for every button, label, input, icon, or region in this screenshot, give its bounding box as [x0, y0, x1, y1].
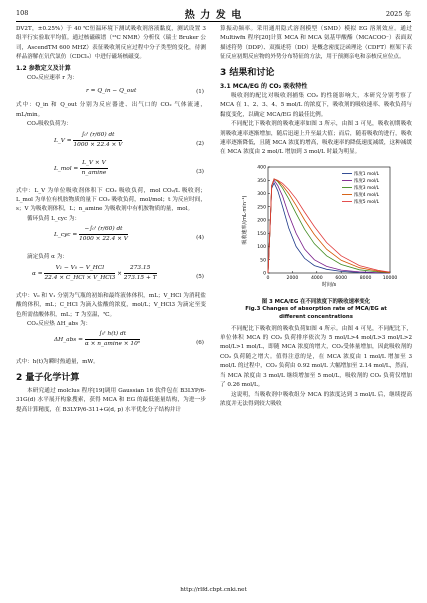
caption-cn: 图 3 MCA/EG 在不同浓度下的吸收速率变化: [261, 298, 371, 305]
right-column: [220, 25, 412, 409]
y-tick-label: 150: [257, 231, 266, 237]
equation-lhs: α =: [32, 270, 43, 277]
section-heading: 2 量子化学计算: [16, 372, 80, 383]
caption-en: different concentrations: [279, 314, 353, 321]
y-tick-label: 200: [257, 218, 266, 224]
x-tick-label: 0: [266, 275, 270, 281]
y-tick-label: 100: [257, 244, 266, 250]
legend-label: 浓度1 mol/L: [354, 171, 380, 177]
subsection-heading: 3.1 MCA/EG 的 CO₂ 吸收特性: [220, 82, 308, 90]
equation-number: (4): [196, 235, 204, 242]
paragraph: 式中：h(t)为瞬时热通量，mW。: [16, 359, 99, 366]
paragraph: CO₂反应热 ΔH_abs 为：: [27, 320, 92, 327]
denominator: 1000 × 22.4 × V: [79, 236, 128, 243]
equation-lhs: L_V =: [54, 137, 72, 144]
numerator: V₁ − V₀ − V_HCl: [44, 264, 115, 274]
paragraph: 式中：V₀ 和 V₁ 分别为气瓶的初始和最终液体体积，mL；V_HCl 为消耗盐酸的体积，mL；C_HCl 为滴入盐酸的浓度，mol/L；V_HCl3 为滴定至变色所需盐酸体积，mL；T 为室温，℃。: [16, 292, 206, 318]
legend-label: 浓度5 mol/L: [354, 199, 380, 205]
y-tick-label: 50: [260, 258, 266, 264]
x-tick-label: 4000: [310, 275, 323, 281]
caption-en: Fig.3 Changes of absorption rate of MCA/EG at: [245, 306, 387, 313]
equation-lhs: ΔH_abs =: [54, 337, 83, 344]
equation-lhs: L_mol =: [54, 165, 79, 172]
paragraph: 不同配比下吸收剂的吸收负荷如图 4 所示。由图 4 可见，不同配比下，单位体积 MCA 的 CO₂ 负荷排序依次为 5 mol/L>4 mol/L>3 mol/L>2 mol/L>1 mol/L，即随 MCA 浓度的增大，CO₂受体量增加，因此吸收剂的 CO₂ 负荷随之增大。值得注意的是，在 MCA 浓度由 1 mol/L 增加至 3 mol/L 的过程中，CO₂ 负荷由 0.92 mol/L 大幅增加至 2.14 mol/L，然而，当 MCA 浓度由 3 mol/L 继续增加至 5 mol/L，吸收剂的 CO₂ 负荷仅增加了 0.26 mol/L。: [220, 325, 412, 389]
equation-5: [16, 264, 206, 291]
fraction: [44, 264, 115, 283]
legend-label: 浓度3 mol/L: [354, 185, 380, 191]
issue-year: 2025 年: [385, 10, 411, 18]
y-tick-label: 250: [257, 205, 266, 211]
left-column: [16, 25, 206, 415]
equation-number: (5): [196, 273, 204, 280]
equation-2: [16, 131, 206, 158]
paragraph: 吸收剂的配比对吸收剂捕集 CO₂ 的性能影响大，本研究分别考察了 MCA 在 1、2、3、4、5 mol/L 的浓度下，吸收剂的吸收速率、吸收负荷与黏度变化，以确定 MCA/EG 的最佳比例。: [220, 93, 412, 118]
paragraph: 这说明，当吸收剂中吸收组分 MCA 的浓度达到 3 mol/L 后，继续提高浓度并无法得到较大吸收: [220, 391, 412, 407]
legend-label: 浓度2 mol/L: [354, 178, 380, 184]
page-footer-url: http://rlfd.cbpt.cnki.net: [180, 587, 247, 593]
paragraph: 滴定负荷 α 为：: [27, 254, 68, 261]
numerator: L_V × V: [80, 159, 108, 169]
numerator: 273.15: [124, 264, 157, 274]
fraction: [73, 131, 122, 150]
paragraph: CO₂吸收负荷为：: [27, 121, 72, 128]
equation-number: (6): [196, 340, 204, 347]
x-tick-label: 10000: [382, 275, 398, 281]
paragraph: 算振动频率。采用通用隐式溶剂模型（SMD）模拟 EG 溶剂效应。通过 Multiwfn 程序[20]计算 MCA 和 MCA 氨基甲酸酯（MCACOO⁻）表面双描述符势（DDP）、双描述符（DD）是概念密度泛函理论（CDFT）框架下表征反应初期反应物的外势分布特征的方法，用于预测亲电和亲核反应位点。: [220, 26, 412, 61]
fraction: [124, 264, 157, 283]
equation-4: [16, 225, 206, 252]
numerator: ∫₀ᵗ (r/60) dt: [73, 131, 122, 141]
page-number: 108: [16, 9, 29, 17]
running-header: [16, 6, 411, 20]
denominator: n_amine: [81, 169, 107, 176]
numerator: −∫₀ᵗ (r/60) dt: [79, 225, 128, 235]
y-tick-label: 350: [257, 178, 266, 184]
absorption-rate-chart: [238, 161, 398, 297]
equation-6: [16, 330, 206, 357]
section-heading: 3 结果和讨论: [220, 67, 275, 78]
denominator: 1000 × 22.4 × V: [73, 141, 123, 148]
section-heading: 1.2 参数定义及计算: [16, 64, 71, 72]
equation-number: (2): [196, 140, 204, 147]
denominator: α × n_amine × 10⁶: [84, 341, 141, 348]
x-tick-label: 6000: [335, 275, 348, 281]
y-axis-label: 吸收速率/(mL·min⁻¹): [242, 195, 248, 245]
equation-lhs: L_cyc =: [54, 232, 78, 239]
times-sign: ×: [117, 270, 122, 277]
x-tick-label: 8000: [359, 275, 372, 281]
y-tick-label: 300: [257, 191, 266, 197]
header-rule: [16, 21, 411, 22]
y-tick-label: 0: [263, 271, 266, 277]
paragraph: DV2T，±0.25%）于 40 ℃恒温环境下测试吸收剂溶液黏度，测试设置 3 组平行实验取平均值。通过核磁碳谱（¹³C NMR）分析仪（瑞士 Bruker 公司，AscendTM 600 MHZ）表征吸收剂反应过程中分子类型的变化，待测样品溶解在氘代氯仿（CDCl₃）中进行磁场核磁变。: [16, 26, 206, 61]
fraction: [80, 159, 108, 178]
figure-caption: [220, 299, 412, 322]
numerator: ∫₀ᵗ h(t) dt: [85, 330, 140, 340]
figure-3: [220, 161, 412, 297]
denominator: 273.15 + T: [123, 274, 157, 281]
paragraph: 式中：L_V 为单位吸收剂体积下 CO₂ 吸收负荷，mol CO₂/L 吸收剂；L_mol 为单位有机胺物质的量下 CO₂ 吸收负荷，mol/mol；t 为反应时间，s；V 为吸收剂体积，L；n_amine 为吸收剂中有机胺物质的量，mol。: [16, 187, 206, 213]
equation-3: [16, 159, 206, 186]
fraction: [85, 330, 140, 349]
equation-number: (1): [196, 89, 204, 96]
paragraph: 循环负荷 L_cyc 为：: [27, 215, 81, 222]
legend-label: 浓度4 mol/L: [354, 192, 380, 198]
x-tick-label: 2000: [286, 275, 299, 281]
denominator: 22.4 × C_HCl × V_HCl3: [44, 274, 116, 281]
fraction: [79, 225, 128, 244]
y-tick-label: 400: [257, 165, 266, 171]
paragraph: 式中：Q_in 和 Q_out 分别为反应器进、出气口的 CO₂ 气体流速，mL/min。: [16, 102, 206, 118]
equation-1: [16, 84, 206, 100]
paragraph: 本研究通过 molclus 程序[19]调用 Gaussian 16 软件包在 B3LYP/6-31G(d) 水平展开构象搜索，获得 MCA 和 EG 的最低能量结构，为进一步提高计算精度，在 B3LYP/6-311+G(d, p) 水平优化分子结构并计: [16, 387, 206, 413]
paragraph: CO₂反应速率 r 为：: [27, 75, 78, 82]
equation-number: (3): [196, 168, 204, 175]
paragraph: 不同配比下吸收剂的吸收速率如图 3 所示，由图 3 可见，吸收初期吸收剂吸收速率逐渐增加，随后迅速上升至最大值；而后，随着吸收的进行，吸收速率逐渐降低，且随 MCA 浓度的增高，吸收速率的降低速度减缓，这种减缓在 MCA 浓度由 2 mol/L 增加到 3 mol/L 时最为明显。: [220, 121, 412, 156]
equation-body: r = Q_in − Q_out: [86, 88, 137, 95]
journal-name: 热 力 发 电: [184, 10, 243, 21]
x-axis-label: 时间/s: [321, 281, 337, 288]
